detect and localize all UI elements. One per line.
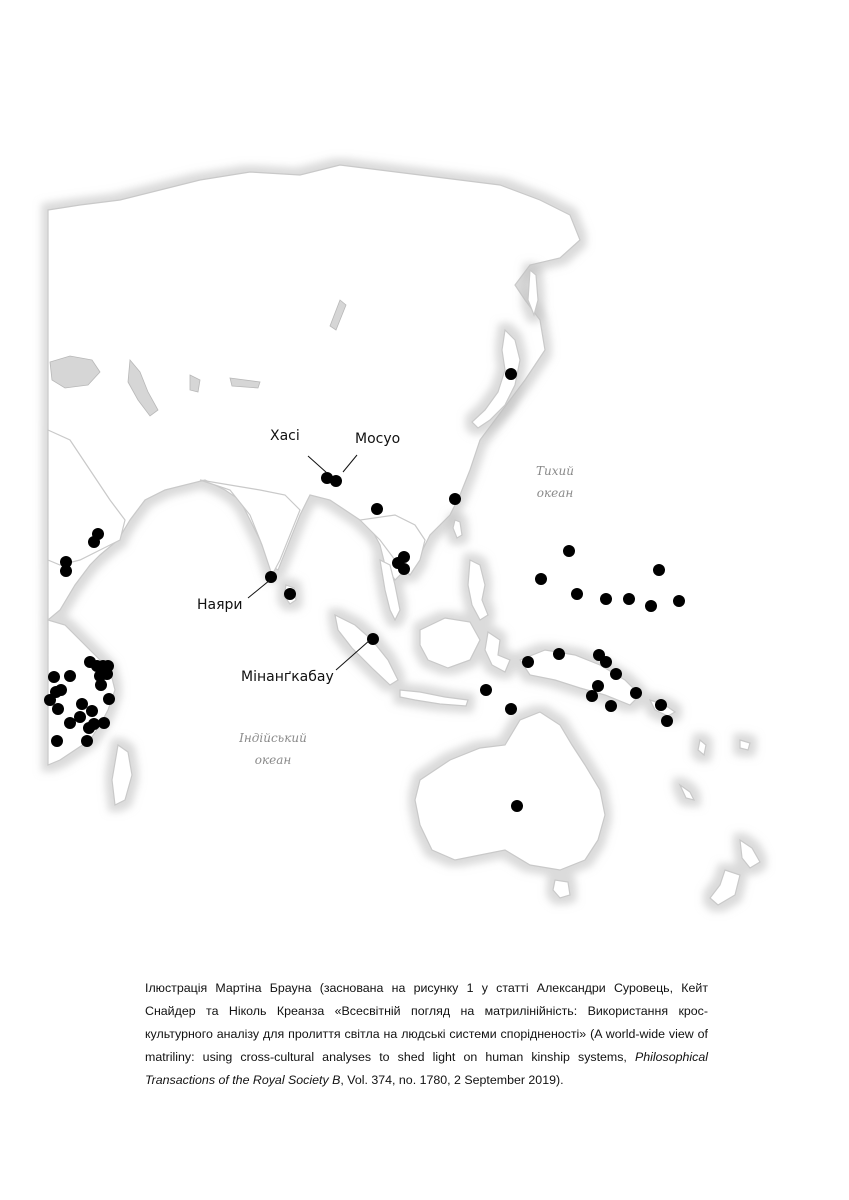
- society-point: [630, 687, 642, 699]
- society-point: [51, 735, 63, 747]
- society-point: [661, 715, 673, 727]
- pacific-line2: океан: [536, 486, 574, 500]
- society-point: [81, 735, 93, 747]
- society-point: [480, 684, 492, 696]
- label-mosuo: Мосуо: [355, 431, 401, 447]
- pacific-line1: Тихий: [536, 464, 574, 478]
- new-zealand-south: [710, 870, 740, 905]
- society-point: [505, 703, 517, 715]
- society-point: [371, 503, 383, 515]
- society-point: [600, 656, 612, 668]
- vanuatu: [698, 740, 706, 755]
- sulawesi: [485, 632, 510, 672]
- society-point: [44, 694, 56, 706]
- new-guinea: [520, 650, 640, 705]
- society-point: [653, 564, 665, 576]
- society-point: [103, 693, 115, 705]
- nayars-leader-line: [248, 580, 270, 598]
- madagascar: [112, 745, 132, 805]
- society-point: [505, 368, 517, 380]
- fiji: [740, 740, 750, 750]
- society-point: [563, 545, 575, 557]
- society-point: [64, 670, 76, 682]
- society-point: [600, 593, 612, 605]
- society-point: [553, 648, 565, 660]
- society-point: [74, 711, 86, 723]
- indian-line2: океан: [254, 753, 292, 767]
- philippines: [468, 560, 488, 620]
- label-khasi: Хасі: [270, 428, 300, 444]
- society-point: [592, 680, 604, 692]
- society-point: [610, 668, 622, 680]
- society-point: [76, 698, 88, 710]
- caption-text: Ілюстрація Мартіна Брауна (заснована на рисунку 1 у статті Александри Суровець, Кейт Снайдер та Ніколь Креанза «Всесвітній погляд на матрилінійність: Використання крос-культурного аналізу для пролиття світла на людські системи спорідненості» (A world-wide view of matriliny: using cross-cultural analyses to shed light on human kinship systems,: [145, 981, 708, 1064]
- society-point: [83, 722, 95, 734]
- new-caledonia: [680, 785, 694, 800]
- society-point: [60, 565, 72, 577]
- society-point: [55, 684, 67, 696]
- society-point: [265, 571, 277, 583]
- australia: [415, 712, 605, 870]
- tasmania: [553, 880, 570, 898]
- society-point: [398, 563, 410, 575]
- borneo: [420, 618, 480, 668]
- society-point: [522, 656, 534, 668]
- society-point: [95, 679, 107, 691]
- label-pacific-ocean: [520, 460, 590, 504]
- society-point: [64, 717, 76, 729]
- caption-reference: , Vol. 374, no. 1780, 2 September 2019).: [340, 1073, 564, 1087]
- label-minangkabau: Мінанґкабау: [241, 669, 334, 685]
- society-point: [571, 588, 583, 600]
- society-point: [586, 690, 598, 702]
- taiwan: [453, 520, 462, 538]
- society-point: [535, 573, 547, 585]
- society-point: [511, 800, 523, 812]
- society-point: [101, 668, 113, 680]
- society-point: [623, 593, 635, 605]
- caption-journal: Philosophical Transactions of the Royal Society B: [145, 1050, 708, 1087]
- society-point: [284, 588, 296, 600]
- figure-caption: [145, 977, 708, 1092]
- society-point: [449, 493, 461, 505]
- new-zealand-north: [740, 840, 760, 868]
- society-point: [52, 703, 64, 715]
- indian-line1: Індійський: [239, 731, 307, 745]
- society-point: [673, 595, 685, 607]
- label-indian-ocean: [228, 727, 318, 771]
- society-point: [98, 717, 110, 729]
- society-point: [655, 699, 667, 711]
- society-point: [48, 671, 60, 683]
- society-point: [367, 633, 379, 645]
- society-point: [605, 700, 617, 712]
- society-point: [330, 475, 342, 487]
- society-point: [86, 705, 98, 717]
- label-nayars: Наяри: [197, 597, 243, 613]
- society-point: [645, 600, 657, 612]
- society-point: [88, 536, 100, 548]
- java: [400, 690, 468, 706]
- sumatra: [335, 615, 398, 685]
